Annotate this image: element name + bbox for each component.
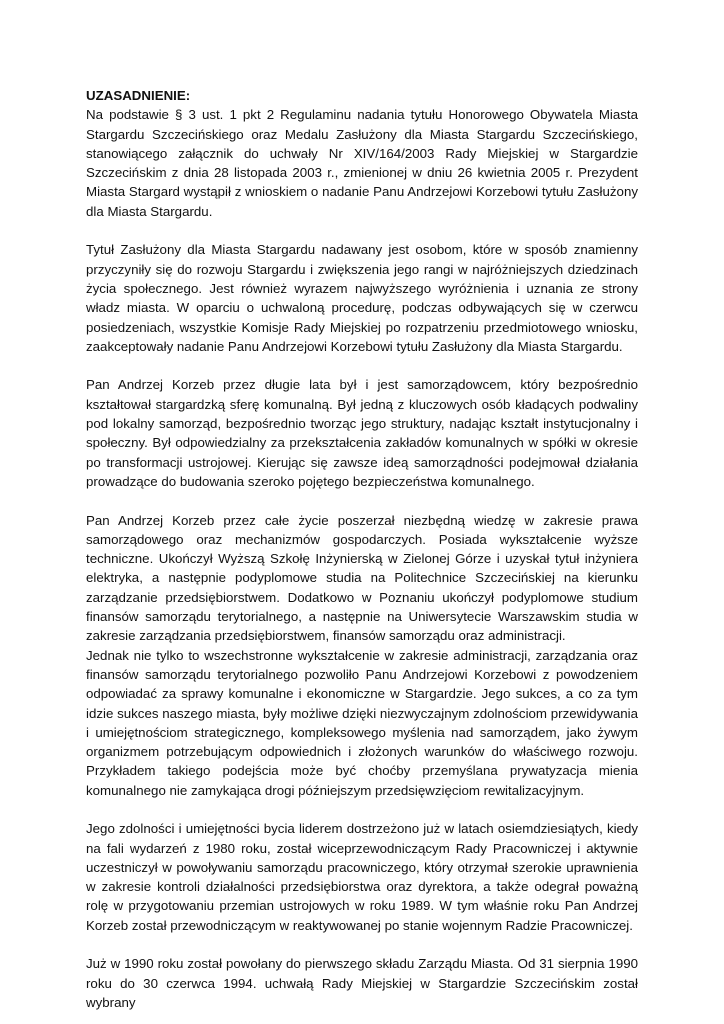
paragraph-samorzadowiec: Pan Andrzej Korzeb przez długie lata był i jest samorządowcem, który bezpośrednio kształtował stargardzką sferę komunalną. Był jedną z kluczowych osób kładących podwaliny pod lokalny samorząd, bezpośrednio tworząc jego struktury, nadając kształt instytucjonalny i społeczny. Był odpowiedzialny za przekształcenia zakładów komunalnych w spółki w okresie po transformacji ustrojowej. Kierując się zawsze ideą samorządności podejmował działania prowadzące do budowania szeroko pojętego bezpieczeństwa komunalnego. <box>86 377 638 489</box>
document-heading: UZASADNIENIE: <box>86 88 191 103</box>
paragraph-city-board: Już w 1990 roku został powołany do pierwszego składu Zarządu Miasta. Od 31 sierpnia 1990 roku do 30 czerwca 1994. uchwałą Rady Miejskiej w Stargardzie Szczecińskim został wybrany <box>86 956 638 1010</box>
paragraph-title-description: Tytuł Zasłużony dla Miasta Stargardu nadawany jest osobom, które w sposób znamienny przyczyniły się do rozwoju Stargardu i zwiększenia jego rangi w najróżniejszych dziedzinach życia społecznego. Jest również wyrazem najwyższego wyróżnienia i uznania ze strony władz miasta. W oparciu o uchwaloną procedurę, podczas odbywających się w czerwcu posiedzeniach, wszystkie Komisje Rady Miejskiej po rozpatrzeniu przedmiotowego wniosku, zaakceptowały nadanie Panu Andrzejowi Korzebowi tytułu Zasłużony dla Miasta Stargardu. <box>86 242 638 354</box>
paragraph-education: Pan Andrzej Korzeb przez całe życie poszerzał niezbędną wiedzę w zakresie prawa samorządowego oraz mechanizmów gospodarczych. Posiada wykształcenie wyższe techniczne. Ukończył Wyższą Szkołę Inżynierską w Zielonej Górze i uzyskał tytuł inżyniera elektryka, a następnie podyplomowe studia na Politechnice Szczecińskiej na kierunku zarządzanie przedsiębiorstwem. Dodatkowo w Poznaniu ukończył podyplomowe studium finansów samorządu terytorialnego, a następnie na Uniwersytecie Warszawskim studia w zakresie zarządzania przedsiębiorstwem, finansów samorządu oraz administracji. <box>86 512 638 644</box>
paragraph-success: Jednak nie tylko to wszechstronne wykształcenie w zakresie administracji, zarządzania oraz finansów samorządu terytorialnego pozwoliło Panu Andrzejowi Korzebowi z powodzeniem odpowiadać za sprawy komunalne i ekonomiczne w Stargardzie. Jego sukces, a co za tym idzie sukces naszego miasta, były możliwe dzięki niezwyczajnym zdolnościom przewidywania i umiejętnościom strategicznego, kompleksowego myślenia nad samorządem, jako żywym organizmem potrzebującym odpowiednich i złożonych warunków do właściwego rozwoju. Przykładem takiego podejścia może być choćby przemyślana prywatyzacja mienia komunalnego nie zamykająca drogi późniejszym przedsięwzięciom rewitalizacyjnym. <box>86 647 638 798</box>
paragraph-leadership: Jego zdolności i umiejętności bycia liderem dostrzeżono już w latach osiemdziesiątych, kiedy na fali wydarzeń z 1980 roku, został wiceprzewodniczącym Rady Pracowniczej i aktywnie uczestniczył w powoływaniu samorządu pracowniczego, który otrzymał szerokie uprawnienia w zakresie kontroli działalności przedsiębiorstwa oraz dyrektora, a także odegrał poważną rolę w przygotowaniu przemian ustrojowych w roku 1989. W tym właśnie roku Pan Andrzej Korzeb został przewodniczącym w reaktywowanej po stanie wojennym Radzie Pracowniczej. <box>86 821 638 933</box>
document-page <box>86 86 638 1012</box>
paragraph-legal-basis: Na podstawie § 3 ust. 1 pkt 2 Regulaminu nadania tytułu Honorowego Obywatela Miasta Stargardu Szczecińskiego oraz Medalu Zasłużony dla Miasta Stargardu Szczecińskiego, stanowiącego załącznik do uchwały Nr XIV/164/2003 Rady Miejskiej w Stargardzie Szczecińskim z dnia 28 listopada 2003 r., zmienionej w dniu 26 kwietnia 2005 r. Prezydent Miasta Stargard wystąpił z wnioskiem o nadanie Panu Andrzejowi Korzebowi tytułu Zasłużony dla Miasta Stargardu. <box>86 107 638 219</box>
